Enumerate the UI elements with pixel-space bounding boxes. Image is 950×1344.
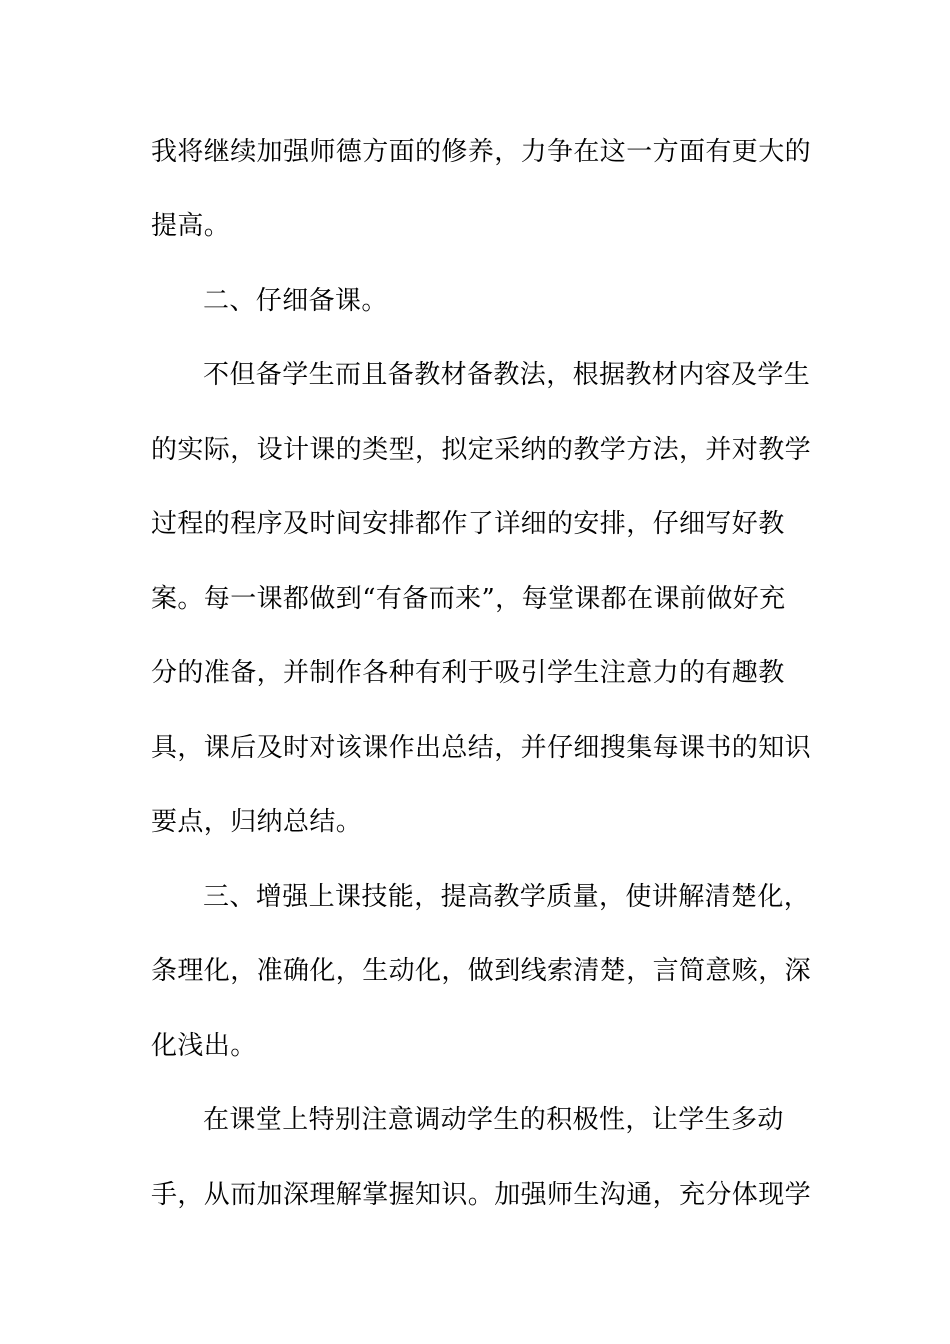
text-line: 不但备学生而且备教材备教法，根据教材内容及学生 <box>203 360 811 390</box>
text-line: 具，课后及时对该课作出总结，并仔细搜集每课书的知识 <box>151 733 812 763</box>
text-line: 分的准备，并制作各种有利于吸引学生注意力的有趣教 <box>151 658 785 688</box>
section-heading: 三、增强上课技能，提高教学质量，使讲解清楚化， <box>203 882 811 912</box>
section-heading: 二、仔细备课。 <box>203 286 388 316</box>
text-line: 要点，归纳总结。 <box>151 807 363 837</box>
text-line: 条理化，准确化，生动化，做到线索清楚，言简意赅，深 <box>151 956 812 986</box>
text-line: 案。每一课都做到“有备而来”，每堂课都在课前做好充 <box>151 584 786 614</box>
text-line: 在课堂上特别注意调动学生的积极性，让学生多动 <box>203 1105 784 1135</box>
text-line: 提高。 <box>151 211 231 241</box>
text-line: 的实际，设计课的类型，拟定采纳的教学方法，并对教学 <box>151 435 812 465</box>
text-line: 我将继续加强师德方面的修养，力争在这一方面有更大的 <box>151 137 812 167</box>
text-line: 手，从而加深理解掌握知识。加强师生沟通，充分体现学 <box>151 1180 812 1210</box>
text-line: 化浅出。 <box>151 1031 257 1061</box>
text-line: 过程的程序及时间安排都作了详细的安排，仔细写好教 <box>151 509 785 539</box>
